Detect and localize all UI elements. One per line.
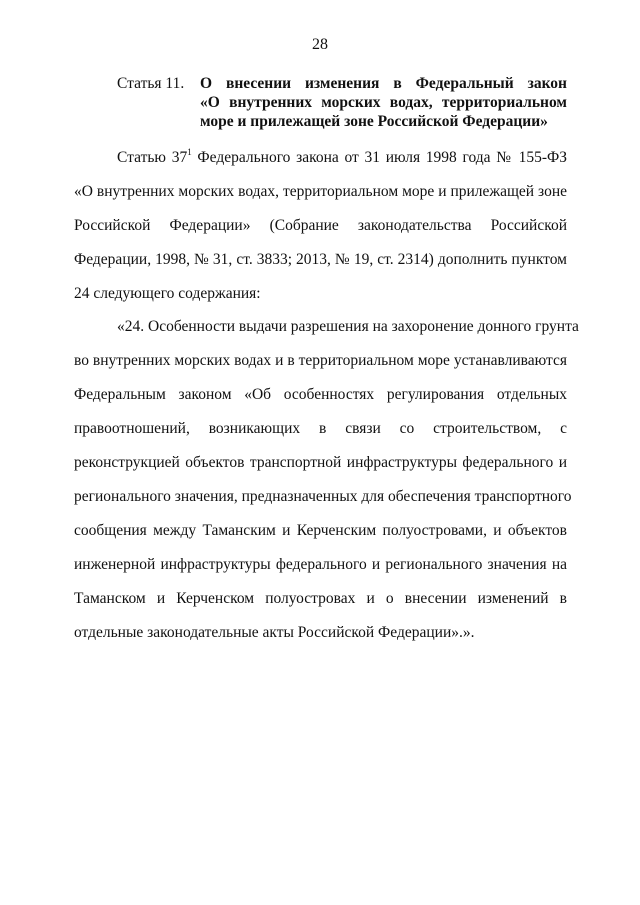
paragraph-line: регионального значения, предназначенных для обеспечения транспортного [74, 488, 572, 505]
paragraph-line [74, 141, 567, 175]
article-reference: Статью 37 [117, 149, 188, 166]
article-superscript: 1 [187, 147, 192, 157]
article-title-line: О внесении изменения в Федеральный закон [200, 75, 567, 92]
article-title-line: «О внутренних морских водах, территориальном [200, 94, 567, 111]
paragraph-line: инженерной инфраструктуры федерального и регионального значения на [74, 556, 567, 573]
page-number: 28 [312, 36, 328, 53]
law-reference: Федерального закона от 31 июля 1998 года № 155-ФЗ [191, 149, 567, 166]
article-title-line: море и прилежащей зоне Российской Федерации» [200, 113, 548, 130]
paragraph-line: Таманском и Керченском полуостровах и о внесении изменений в [74, 590, 567, 607]
paragraph-line: реконструкцией объектов транспортной инфраструктуры федерального и [74, 454, 567, 471]
paragraph-line: Российской Федерации» (Собрание законодательства Российской [74, 217, 567, 234]
paragraph-line: отдельные законодательные акты Российской Федерации».». [74, 624, 475, 641]
paragraph-line: «О внутренних морских водах, территориальном море и прилежащей зоне [74, 183, 567, 200]
amendment-paragraph [74, 141, 567, 311]
paragraph-line: 24 следующего содержания: [74, 285, 261, 302]
paragraph-line: «24. Особенности выдачи разрешения на захоронение донного грунта [117, 318, 579, 335]
paragraph-line: Федерации, 1998, № 31, ст. 3833; 2013, № 19, ст. 2314) дополнить пунктом [74, 251, 567, 268]
paragraph-line: сообщения между Таманским и Керченским полуостровами, и объектов [74, 522, 567, 539]
article-title [200, 74, 567, 131]
paragraph-line: правоотношений, возникающих в связи со строительством, с [74, 420, 567, 437]
paragraph-line: во внутренних морских водах и в территориальном море устанавливаются [74, 352, 567, 369]
article-label: Статья 11. [117, 75, 185, 92]
article-heading [117, 74, 567, 131]
quoted-clause-paragraph [74, 310, 579, 650]
paragraph-line: Федеральным законом «Об особенностях регулирования отдельных [74, 386, 567, 403]
